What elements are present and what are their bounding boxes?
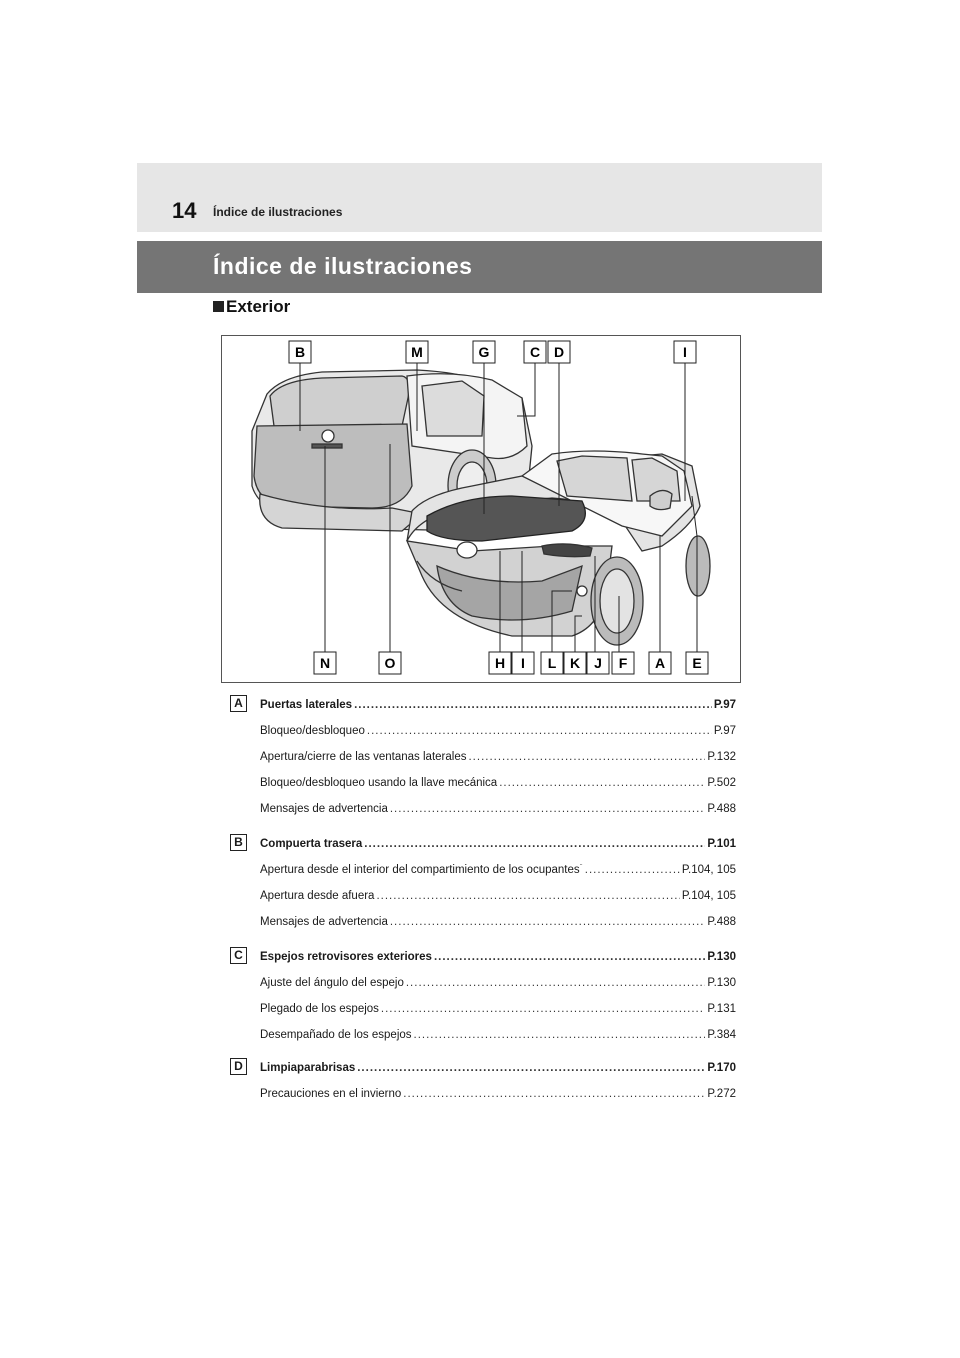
entry-main-line[interactable]: Espejos retrovisores exteriores ..... P.130 (260, 951, 736, 963)
figure-label-i-bottom (512, 652, 534, 674)
svg-text:K: K (569, 655, 581, 671)
figure-label-c (524, 341, 546, 363)
footnote-mark: * (579, 864, 583, 871)
page-number: 14 (172, 198, 197, 223)
entry-sub-line[interactable]: Ajuste del ángulo del espejo ..... P.130 (260, 977, 736, 989)
figure-label-n (314, 652, 336, 674)
section-heading-text: Exterior (226, 297, 291, 316)
exterior-illustration (221, 335, 741, 683)
svg-text:F: F (618, 655, 628, 671)
figure-label-j (587, 652, 609, 674)
svg-text:L: L (547, 655, 557, 671)
figure-label-f (612, 652, 634, 674)
entry-main-text: Puertas laterales (260, 699, 353, 711)
entry-letter: A (230, 695, 247, 712)
entry-sub-line[interactable]: Desempañado de los espejos ..... P.384 (260, 1029, 736, 1041)
car-illustration (222, 336, 740, 682)
svg-text:C: C (529, 344, 541, 360)
svg-text:N: N (319, 655, 331, 671)
entry-sub-line[interactable]: Apertura/cierre de las ventanas laterales ..... P.132 (260, 751, 736, 763)
figure-label-m (406, 341, 428, 363)
entry-sub-line[interactable]: Plegado de los espejos ..... P.131 (260, 1003, 736, 1015)
running-title: Índice de ilustraciones (213, 205, 343, 219)
figure-label-a (649, 652, 671, 674)
top-label-boxes (289, 341, 696, 363)
svg-text:I: I (683, 344, 687, 360)
entry-sub-line[interactable]: Mensajes de advertencia ..... P.488 (260, 916, 736, 928)
figure-label-h (489, 652, 511, 674)
svg-text:M: M (411, 344, 423, 360)
entry-sub-line[interactable]: Precauciones en el invierno ..... P.272 (260, 1088, 736, 1100)
entry-sub-line[interactable]: Bloqueo/desbloqueo ..... P.97 (260, 725, 736, 737)
svg-text:G: G (478, 344, 490, 360)
entry-letter: C (230, 947, 247, 964)
figure-label-g (473, 341, 495, 363)
square-bullet-icon (213, 301, 224, 312)
figure-label-b (289, 341, 311, 363)
entry-main-line[interactable] (260, 699, 736, 711)
bottom-label-boxes (314, 652, 708, 674)
entry-main-page: P.97 (713, 699, 736, 711)
figure-label-l (541, 652, 563, 674)
svg-text:D: D (553, 344, 565, 360)
entry-sub-line[interactable]: Mensajes de advertencia ..... P.488 (260, 803, 736, 815)
entry-main-line[interactable]: Limpiaparabrisas ..... P.170 (260, 1062, 736, 1074)
svg-text:O: O (384, 655, 396, 671)
header-bar (137, 163, 822, 232)
entry-letter: B (230, 834, 247, 851)
entry-sub-line[interactable]: Apertura desde afuera ..... P.104, 105 (260, 890, 736, 902)
page-title: Índice de ilustraciones (213, 253, 473, 279)
figure-label-i-top (674, 341, 696, 363)
figure-label-o (379, 652, 401, 674)
svg-text:A: A (654, 655, 666, 671)
entry-letter: D (230, 1058, 247, 1075)
entry-main-line[interactable]: Compuerta trasera ..... P.101 (260, 838, 736, 850)
section-heading (213, 297, 290, 317)
figure-label-e (686, 652, 708, 674)
svg-text:B: B (294, 344, 306, 360)
entry-sub-line[interactable]: Apertura desde el interior del compartimiento de los ocupantes* ..... P.104, 105 (260, 864, 736, 876)
svg-text:H: H (494, 655, 506, 671)
figure-label-d (548, 341, 570, 363)
svg-text:J: J (594, 655, 602, 671)
svg-text:I: I (521, 655, 525, 671)
entry-sub-line[interactable]: Bloqueo/desbloqueo usando la llave mecánica ..... P.502 (260, 777, 736, 789)
svg-text:E: E (692, 655, 702, 671)
figure-label-k (564, 652, 586, 674)
